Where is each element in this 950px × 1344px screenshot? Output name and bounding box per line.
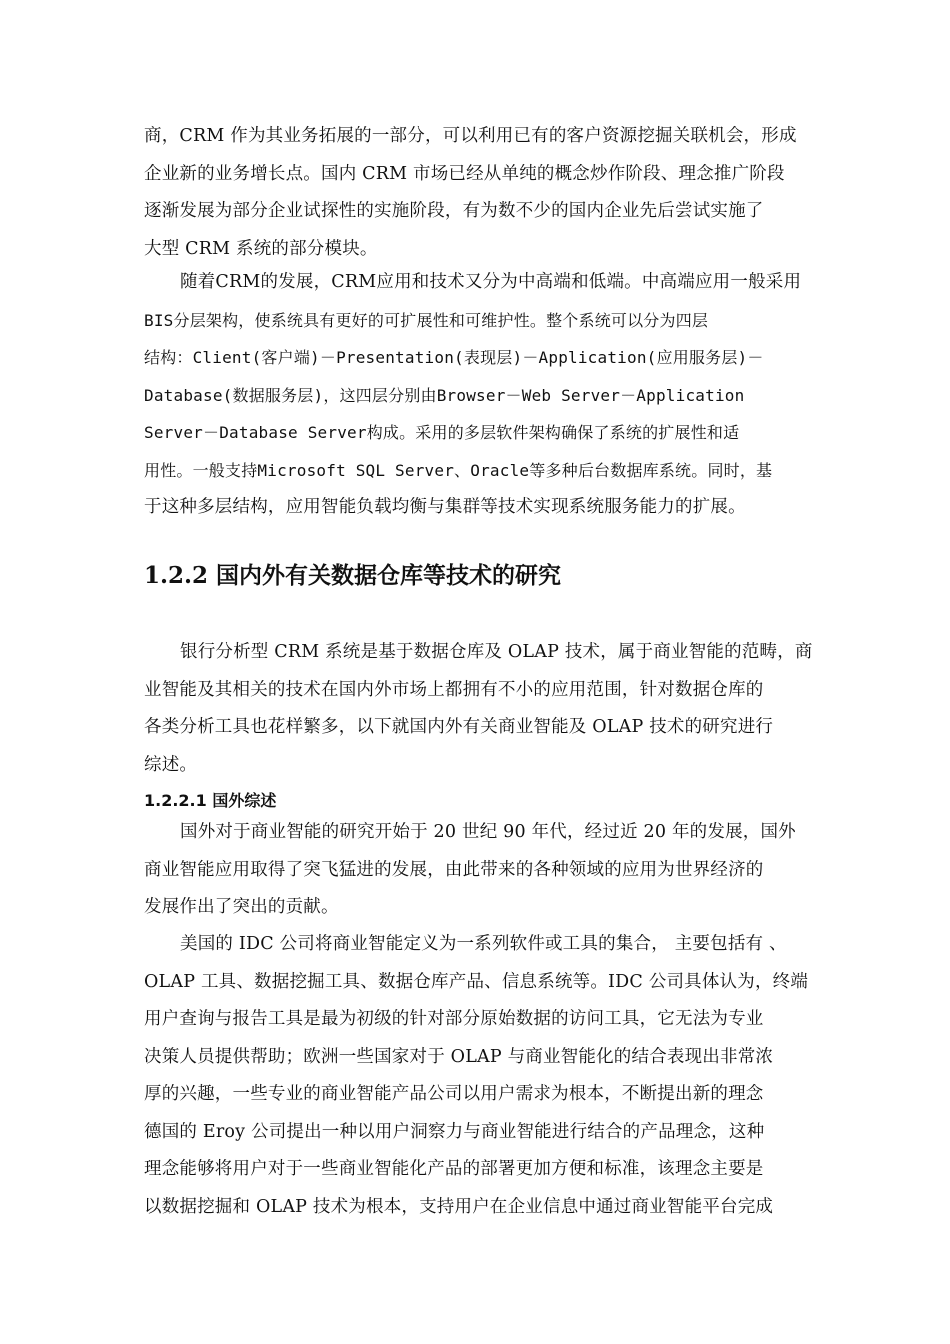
text-line: 理念能够将用户对于一些商业智能化产品的部署更加方便和标准，该理念主要是 — [144, 1159, 764, 1179]
text-line: 以数据挖掘和 OLAP 技术为根本，支持用户在企业信息中通过商业智能平台完成 — [144, 1196, 774, 1217]
text-line: 德国的 Eroy 公司提出一种以用户洞察力与商业智能进行结合的产品理念，这种 — [144, 1121, 765, 1142]
text-line: 厚的兴趣，一些专业的商业智能产品公司以用户需求为根本，不断提出新的理念 — [144, 1084, 764, 1104]
text-line: 综述。 — [144, 754, 198, 775]
text-line: 业智能及其相关的技术在国内外市场上都拥有不小的应用范围，针对数据仓库的 — [144, 679, 764, 700]
paragraph-crm-architecture — [144, 264, 808, 527]
text-line: 决策人员提供帮助；欧洲一些国家对于 OLAP 与商业智能化的结合表现出非常浓 — [144, 1046, 774, 1067]
text-line: 逐渐发展为部分企业试探性的实施阶段，有为数不少的国内企业先后尝试实施了 — [144, 201, 764, 221]
text-line: 结构：Client(客户端)－Presentation(表现层)－Application(应用服务层)－ — [144, 348, 764, 367]
text-line: 国外对于商业智能的研究开始于 20 世纪 90 年代，经过近 20 年的发展，国外 — [180, 822, 796, 842]
text-line: 商，CRM 作为其业务拓展的一部分，可以利用已有的客户资源挖掘关联机会，形成 — [144, 126, 797, 146]
text-line: OLAP 工具、数据挖掘工具、数据仓库产品、信息系统等。IDC 公司具体认为，终端 — [144, 971, 809, 992]
text-line: 美国的 IDC 公司将商业智能定义为一系列软件或工具的集合， 主要包括有 、 — [180, 934, 787, 954]
text-line: Server－Database Server构成。采用的多层软件架构确保了系统的扩展性和适 — [144, 423, 740, 442]
section-heading: 1.2.2 国内外有关数据仓库等技术的研究 — [144, 562, 562, 589]
text-line: 银行分析型 CRM 系统是基于数据仓库及 OLAP 技术，属于商业智能的范畴，商 — [180, 642, 813, 662]
text-line: 企业新的业务增长点。国内 CRM 市场已经从单纯的概念炒作阶段、理念推广阶段 — [144, 163, 785, 184]
paragraph-data-warehouse-research — [144, 634, 813, 784]
paragraph-idc-definition — [144, 926, 808, 1226]
text-line: 发展作出了突出的贡献。 — [144, 897, 339, 917]
paragraph-foreign-overview — [144, 814, 808, 927]
text-line: BIS分层架构，使系统具有更好的可扩展性和可维护性。整个系统可以分为四层 — [144, 310, 709, 330]
text-line: 随着CRM的发展，CRM应用和技术又分为中高端和低端。中高端应用一般采用 — [180, 272, 802, 292]
subsection-heading: 1.2.2.1 国外综述 — [144, 791, 277, 810]
text-line: 商业智能应用取得了突飞猛进的发展，由此带来的各种领域的应用为世界经济的 — [144, 859, 764, 880]
text-line: Database(数据服务层)，这四层分别由Browser－Web Server－Application — [144, 385, 745, 405]
paragraph-crm-market — [144, 118, 808, 268]
text-line: 大型 CRM 系统的部分模块。 — [144, 238, 378, 259]
text-line: 用户查询与报告工具是最为初级的针对部分原始数据的访问工具，它无法为专业 — [144, 1009, 764, 1029]
text-line: 用性。一般支持Microsoft SQL Server、Oracle等多种后台数据库系统。同时，基 — [144, 460, 773, 480]
text-line: 于这种多层结构，应用智能负载均衡与集群等技术实现系统服务能力的扩展。 — [144, 497, 746, 517]
text-line: 各类分析工具也花样繁多，以下就国内外有关商业智能及 OLAP 技术的研究进行 — [144, 717, 774, 737]
